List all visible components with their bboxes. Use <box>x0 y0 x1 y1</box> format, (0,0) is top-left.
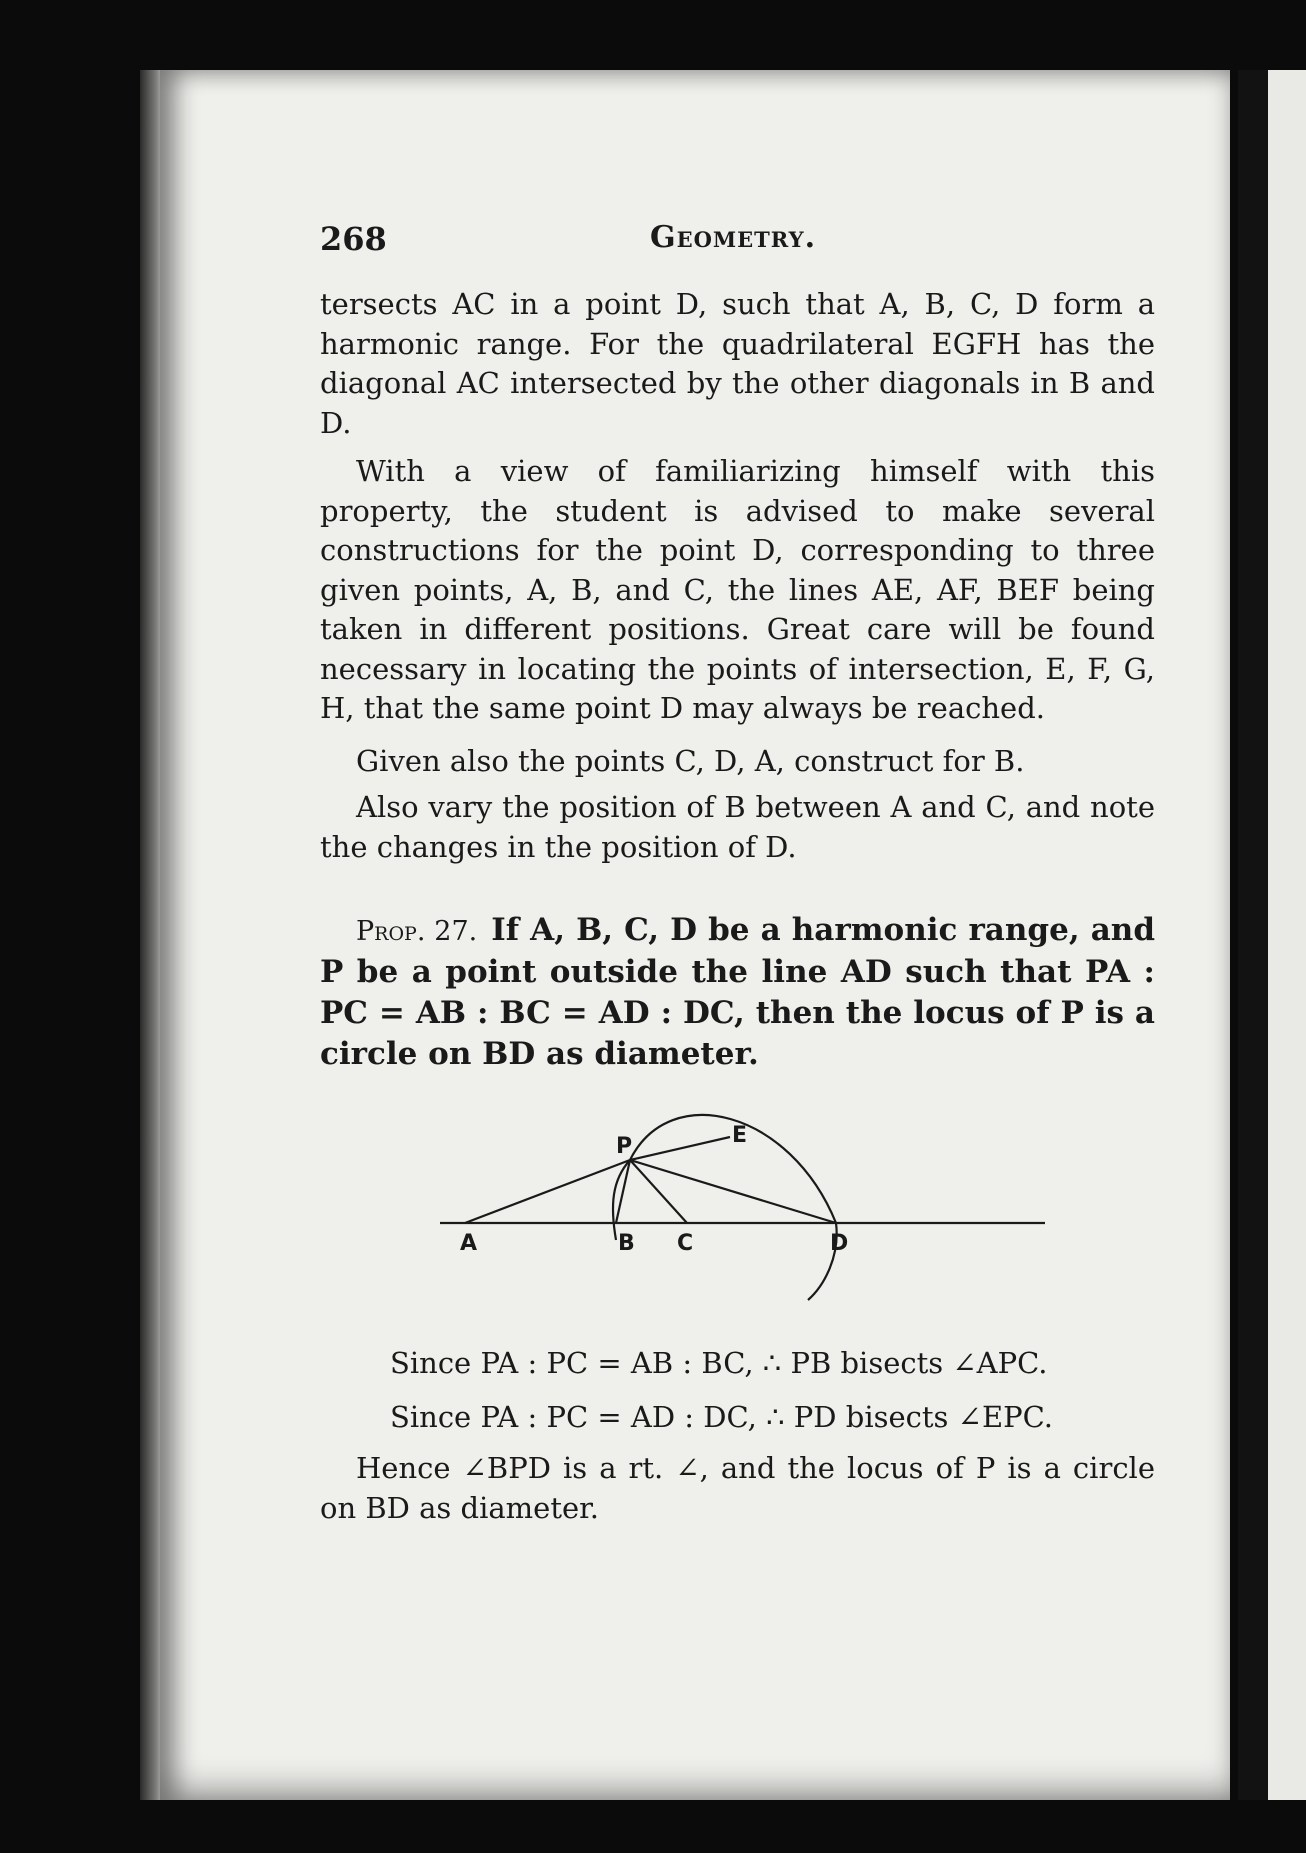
label-e: E <box>732 1123 748 1148</box>
page-header <box>320 220 1155 260</box>
paragraph-3: Given also the points C, D, A, construct for B. <box>356 744 1025 778</box>
label-b: B <box>618 1231 635 1256</box>
line-ap <box>465 1160 630 1223</box>
geometry-figure <box>430 1090 1050 1320</box>
proposition-label: Prop. 27. <box>356 916 478 947</box>
paragraph-2: With a view of familiarizing himself with this property, the student is advised to make several constructions for the point D, corresponding to three given points, A, B, and C, the lines AE, AF, BEF being taken in different positions. Great care will be found necessary in locating the points of intersection, E, F, G, H, that the same point D may always be reached. <box>320 454 1155 725</box>
label-c: C <box>677 1231 694 1256</box>
paragraph-1: tersects AC in a point D, such that A, B, C, D form a harmonic range. For the quadrilateral EGFH has the diagonal AC intersected by the other diagonals in B and D. <box>320 287 1155 440</box>
label-a: A <box>460 1231 478 1256</box>
facing-page-edge <box>1268 70 1306 1800</box>
proposition-27 <box>320 910 1155 1075</box>
since-line-2: Since PA : PC = AD : DC, ∴ PD bisects ∠EPC. <box>390 1400 1054 1434</box>
running-title: Geometry. <box>650 220 817 255</box>
page-gutter <box>1238 70 1268 1800</box>
since-line-1: Since PA : PC = AB : BC, ∴ PB bisects ∠APC. <box>390 1346 1048 1380</box>
label-p: P <box>616 1134 633 1159</box>
proposition-statement: If A, B, C, D be a harmonic range, and P be a point outside the line AD such that PA : PC = AB : BC = AD : DC, then the locus of P is a circle on BD as diameter. <box>320 912 1156 1072</box>
line-pe <box>630 1137 730 1160</box>
label-d: D <box>830 1231 849 1256</box>
conclusion-paragraph: Hence ∠BPD is a rt. ∠, and the locus of P is a circle on BD as diameter. <box>320 1451 1155 1525</box>
page-number: 268 <box>320 220 387 258</box>
paragraph-4: Also vary the position of B between A and C, and note the changes in the position of D. <box>320 790 1155 864</box>
